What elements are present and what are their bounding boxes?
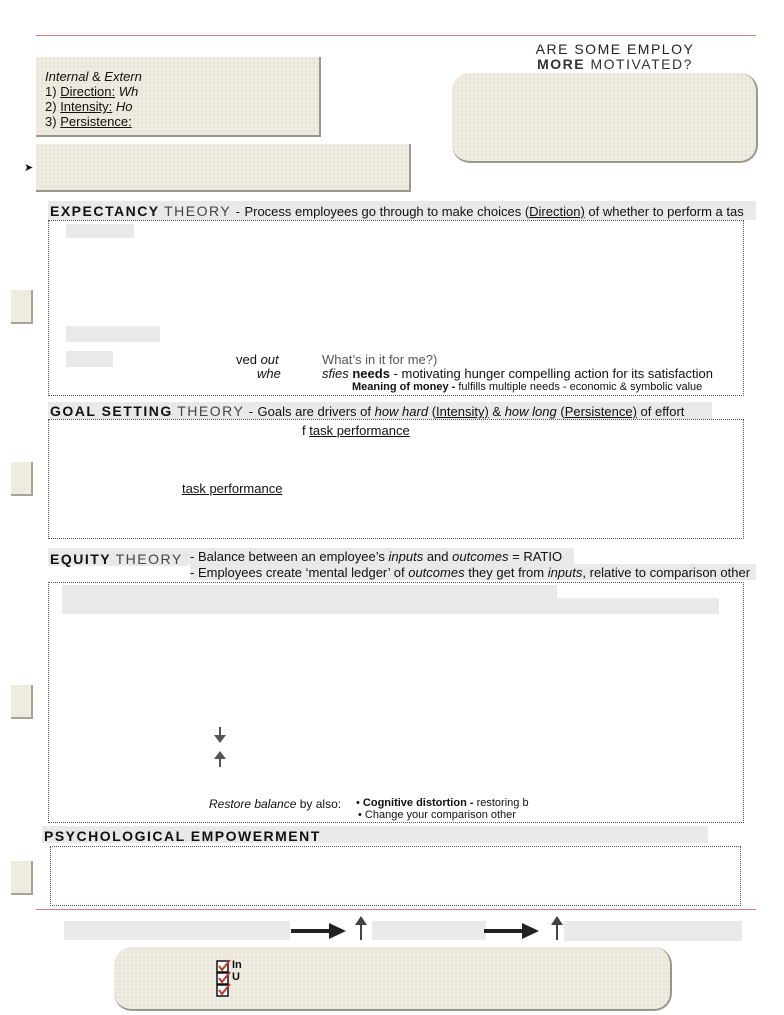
frag-italic: out — [260, 352, 279, 367]
cognitive-bold: Cognitive distortion - — [362, 797, 474, 809]
needs-frag: sfies — [322, 366, 349, 381]
checkbox-checked-icon — [216, 983, 232, 997]
equity-restore — [209, 797, 341, 811]
frag-text: ved — [236, 352, 261, 367]
equity-title-light: THEORY — [115, 551, 183, 567]
intro-item-direction — [45, 84, 138, 99]
item-num: 2) — [45, 99, 57, 114]
expectancy-needs — [322, 366, 713, 381]
goal-frag-1 — [302, 423, 410, 438]
equity-inputs: inputs — [547, 565, 583, 580]
task-performance: task performance — [309, 423, 410, 438]
title-motivated: MOTIVATED? — [590, 56, 693, 72]
expectancy-title-bold: EXPECTANCY — [50, 203, 160, 219]
item-num: 3) — [45, 114, 57, 129]
bottom-rule — [36, 909, 756, 910]
flow-bar-2 — [372, 921, 486, 940]
item-label: Intensity: — [60, 99, 113, 114]
expectancy-desc: Process employees go through to make choices ( — [244, 204, 530, 219]
goal-intensity: Intensity) — [436, 404, 489, 419]
title-line-2 — [520, 57, 710, 72]
page-title — [520, 42, 710, 72]
goal-how-hard: how hard — [374, 404, 429, 419]
top-rule — [36, 35, 756, 36]
dash: - — [235, 204, 240, 219]
goal-desc: Goals are drivers of — [257, 404, 375, 419]
equity-inputs: inputs — [388, 549, 424, 564]
frag-text: f — [302, 423, 306, 438]
expectancy-bar-1 — [66, 224, 134, 238]
cognitive-rest: restoring b — [473, 797, 529, 809]
equity-outcomes: outcomes — [408, 565, 465, 580]
blank-card — [36, 144, 411, 192]
bottom-card — [114, 947, 672, 1011]
money-bold: Meaning of money - — [352, 381, 456, 393]
empowerment-header: PSYCHOLOGICAL EMPOWERMENT — [44, 828, 321, 844]
needs-desc: - motivating hunger compelling action for its satisfaction — [389, 366, 713, 381]
money-desc: fulfills multiple needs - economic & symbolic value — [455, 381, 703, 393]
goal-persistence: Persistence) — [564, 404, 637, 419]
empowerment-side-tab — [11, 861, 33, 895]
expectancy-side-tab — [11, 290, 33, 324]
item-value: Wh — [118, 84, 139, 99]
equity-text: , relative to comparison other — [582, 565, 751, 580]
dash: - — [248, 404, 254, 419]
equity-line-2 — [190, 565, 750, 580]
equity-text: - Employees create ‘mental ledger’ of — [190, 565, 409, 580]
change-text: Change your comparison other — [364, 809, 516, 821]
equity-change — [358, 809, 516, 821]
intro-item-persistence — [45, 114, 132, 129]
title-card — [452, 73, 758, 163]
arrow-up-icon — [213, 750, 227, 768]
goal-desc-end: of effort — [636, 404, 685, 419]
intro-item-intensity — [45, 99, 132, 114]
restore-text: by also: — [296, 797, 342, 811]
goal-side-tab — [11, 462, 33, 496]
checklist-item-2: U — [232, 971, 240, 983]
bullet: • — [358, 809, 362, 821]
goal-task-performance: task performance — [182, 481, 283, 496]
equity-line-1 — [190, 549, 562, 564]
intro-amp: & — [92, 69, 101, 84]
goal-paren: ( — [556, 404, 565, 419]
expectancy-direction: Direction) — [529, 204, 585, 219]
arrow-up-icon — [354, 915, 368, 941]
equity-bar-2 — [62, 598, 719, 614]
equity-cognitive — [356, 797, 529, 809]
expectancy-header — [50, 203, 744, 221]
flow-bar-1 — [64, 921, 290, 940]
intro-extern: Extern — [104, 69, 142, 84]
item-num: 1) — [45, 84, 57, 99]
title-line-1: ARE SOME EMPLOY — [535, 41, 695, 57]
equity-text: and — [423, 549, 453, 564]
intro-card — [36, 57, 321, 137]
item-value: Ho — [115, 99, 133, 114]
expectancy-desc-end: of whether to perform a tas — [584, 204, 744, 219]
equity-ratio: = RATIO — [508, 549, 563, 564]
flow-bar-3 — [564, 921, 742, 941]
expectancy-money — [352, 381, 702, 393]
arrow-right-icon — [291, 921, 347, 941]
arrow-up-icon — [550, 915, 564, 941]
title-more: MORE — [537, 56, 586, 72]
equity-header — [50, 551, 183, 569]
needs-bold: needs — [352, 366, 390, 381]
arrow-right-icon — [484, 921, 540, 941]
expectancy-frag-2: whe — [257, 366, 281, 381]
equity-box — [48, 582, 744, 823]
goal-amp: & — [488, 404, 505, 419]
expectancy-bar-3 — [66, 351, 113, 367]
equity-title-bold: EQUITY — [50, 551, 112, 567]
item-label: Direction: — [60, 84, 116, 99]
restore-italic: Restore balance — [209, 797, 297, 811]
goal-title-light: THEORY — [177, 403, 245, 419]
goal-how-long: how long — [504, 404, 557, 419]
expectancy-title-light: THEORY — [164, 203, 232, 219]
checklist-item-1: In — [232, 959, 242, 971]
empowerment-box — [50, 846, 741, 906]
intro-internal: Internal — [45, 69, 89, 84]
item-label: Persistence: — [60, 114, 132, 129]
arrow-right-icon: ➤ — [24, 162, 34, 174]
expectancy-bar-2 — [66, 326, 160, 342]
equity-side-tab — [11, 685, 33, 719]
goal-paren: ( — [428, 404, 437, 419]
arrow-down-icon — [213, 726, 227, 744]
equity-text: they get from — [464, 565, 548, 580]
expectancy-wiifm: What’s in it for me?) — [322, 352, 438, 367]
bullet: • — [356, 797, 360, 809]
expectancy-frag-1 — [236, 352, 279, 367]
equity-bar-1 — [62, 585, 557, 599]
goal-title-bold: GOAL SETTING — [50, 403, 173, 419]
equity-text: - Balance between an employee’s — [190, 549, 389, 564]
intro-line-1 — [45, 69, 142, 84]
equity-outcomes: outcomes — [452, 549, 509, 564]
